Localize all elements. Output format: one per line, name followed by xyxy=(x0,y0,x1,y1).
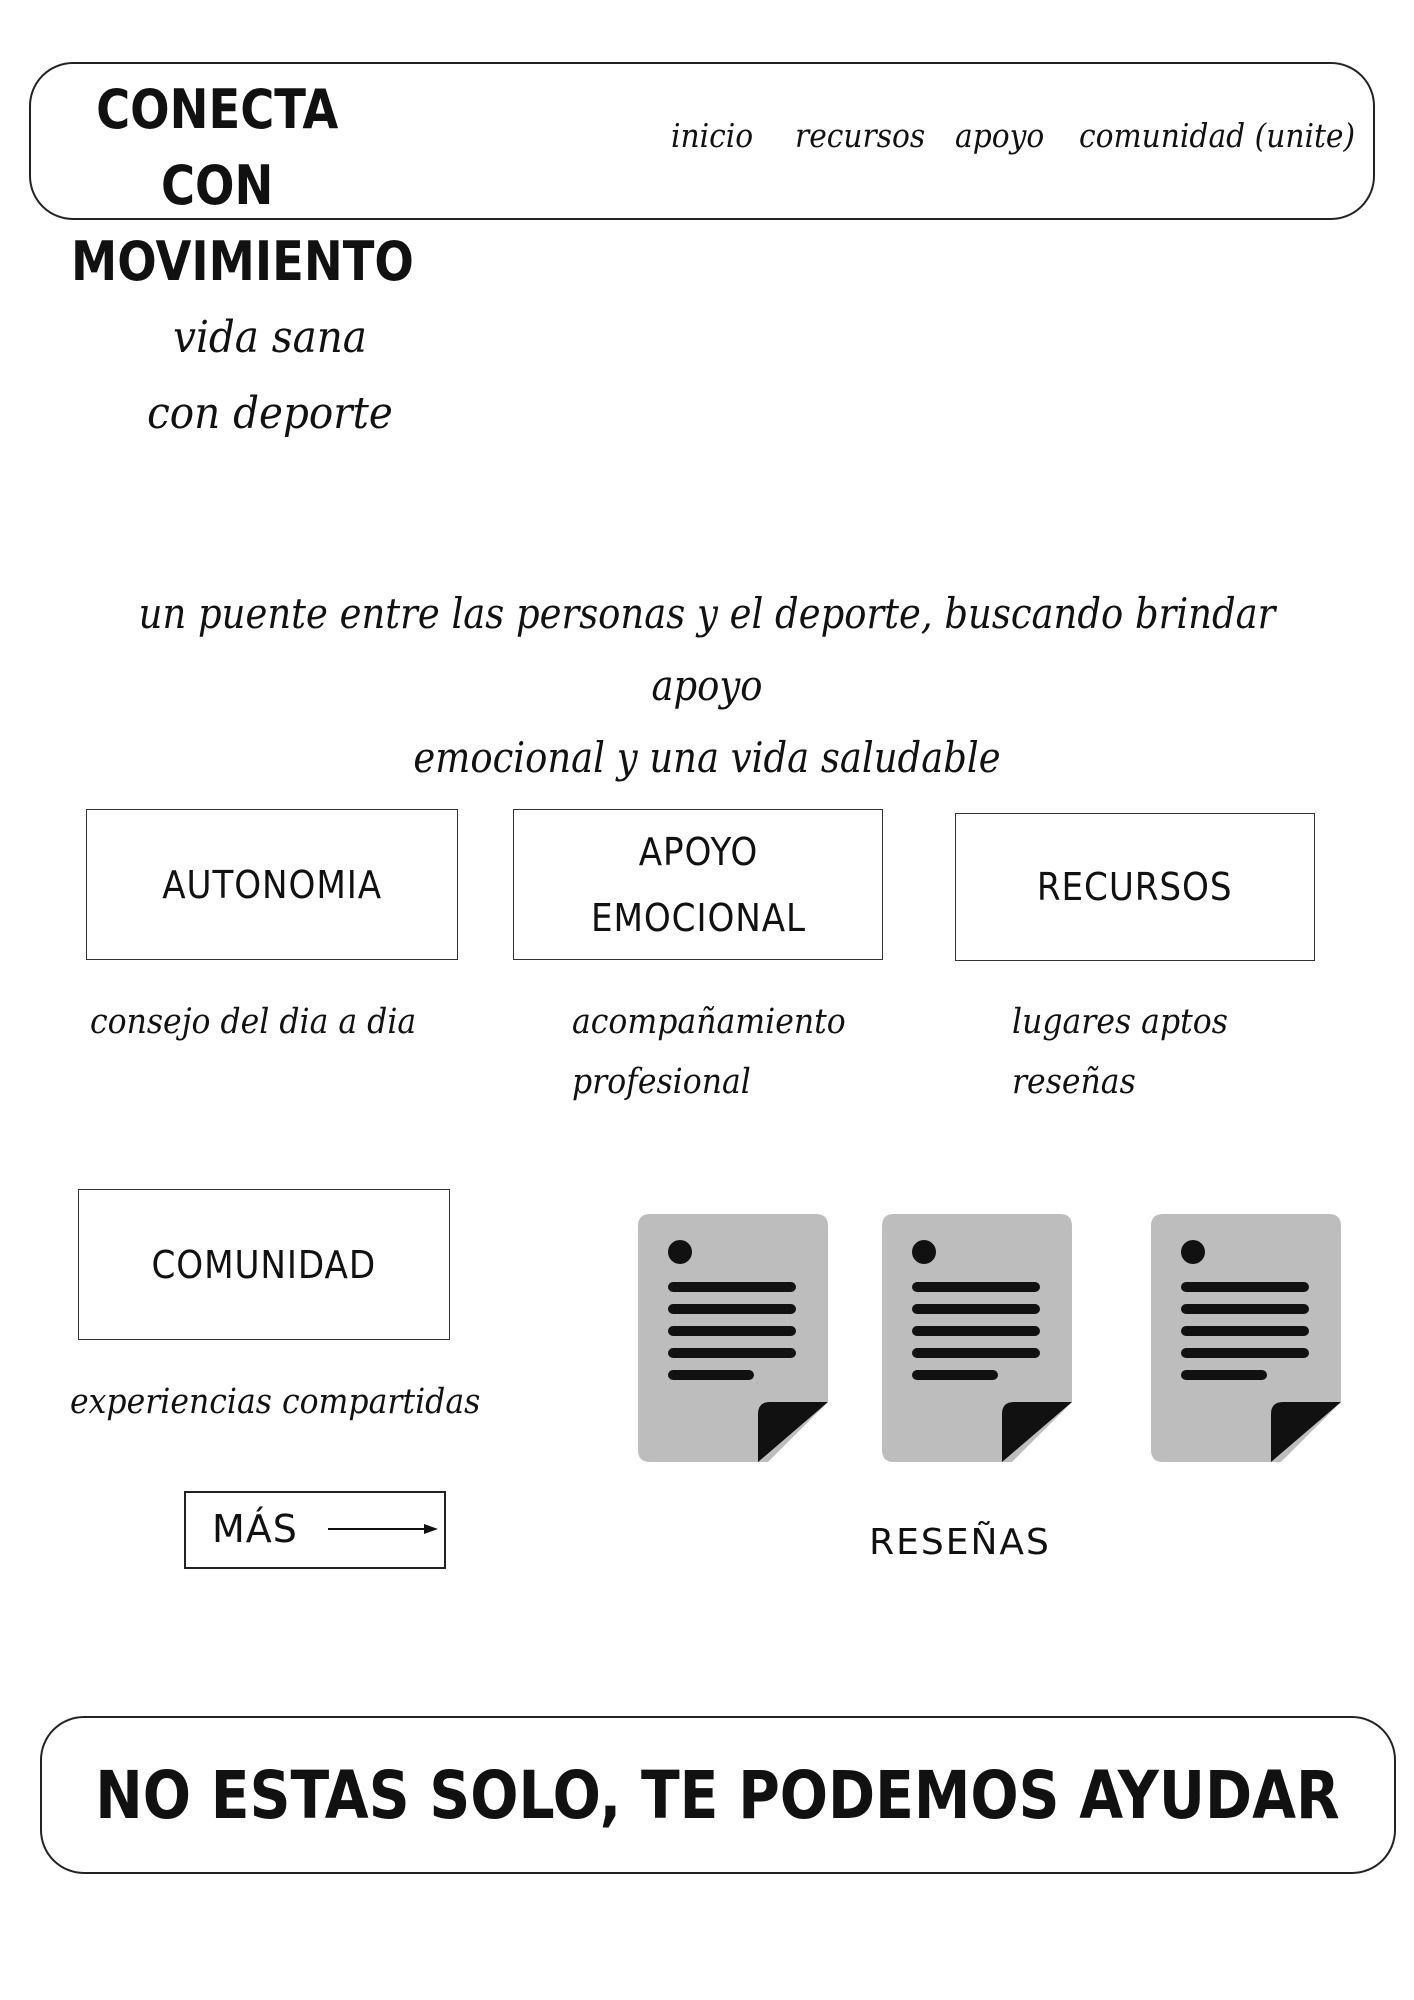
feature-recursos-button[interactable] xyxy=(955,813,1315,961)
main-nav xyxy=(31,64,1373,218)
arrow-right-icon xyxy=(328,1521,438,1537)
feature-autonomia-title: AUTONOMIA xyxy=(162,862,382,907)
mission-line-2: emocional y una vida saludable xyxy=(413,733,1001,782)
support-banner xyxy=(40,1716,1396,1874)
feature-comunidad-desc: experiencias compartidas xyxy=(70,1382,481,1422)
feature-apoyo-desc-1: acompañamiento xyxy=(572,1002,846,1042)
review-document-icon[interactable] xyxy=(638,1214,828,1462)
feature-recursos-title: RECURSOS xyxy=(1037,865,1233,909)
feature-comunidad-title: COMUNIDAD xyxy=(151,1242,377,1287)
tagline-line-1: vida sana xyxy=(173,312,367,363)
feature-apoyo-title-1: APOYO xyxy=(638,829,758,874)
reviews-label: RESEÑAS xyxy=(869,1522,1051,1563)
more-button-label: MÁS xyxy=(212,1507,298,1551)
nav-recursos[interactable]: recursos xyxy=(795,116,926,155)
feature-autonomia-button[interactable] xyxy=(86,809,458,960)
feature-apoyo-button[interactable] xyxy=(513,809,883,960)
mission-statement xyxy=(111,578,1303,794)
site-header xyxy=(29,62,1375,293)
feature-recursos-desc xyxy=(1012,992,1228,1112)
hero-tagline xyxy=(123,300,417,452)
mission-line-1: un puente entre las personas y el deporte, buscando brindar apoyo xyxy=(138,589,1276,710)
feature-comunidad-button[interactable] xyxy=(78,1189,450,1340)
support-banner-text: NO ESTAS SOLO, TE PODEMOS AYUDAR xyxy=(95,1756,1341,1834)
review-document-icon[interactable] xyxy=(1151,1214,1341,1462)
nav-inicio[interactable]: inicio xyxy=(671,116,754,155)
feature-recursos-desc-1: lugares aptos xyxy=(1012,1002,1228,1042)
brand-line-2: MOVIMIENTO xyxy=(71,230,414,293)
review-document-icon[interactable] xyxy=(882,1214,1072,1462)
nav-comunidad[interactable]: comunidad (unite) xyxy=(1079,116,1356,155)
nav-apoyo[interactable]: apoyo xyxy=(955,116,1045,155)
feature-apoyo-desc xyxy=(572,992,846,1112)
feature-apoyo-desc-2: profesional xyxy=(572,1062,751,1102)
more-button[interactable] xyxy=(184,1491,446,1569)
feature-autonomia-desc: consejo del dia a dia xyxy=(90,1002,417,1042)
feature-apoyo-title-2: EMOCIONAL xyxy=(590,895,806,940)
tagline-line-2: con deporte xyxy=(147,388,393,439)
feature-recursos-desc-2: reseñas xyxy=(1012,1062,1136,1102)
brand-line-1: CONECTA CON xyxy=(96,78,339,217)
